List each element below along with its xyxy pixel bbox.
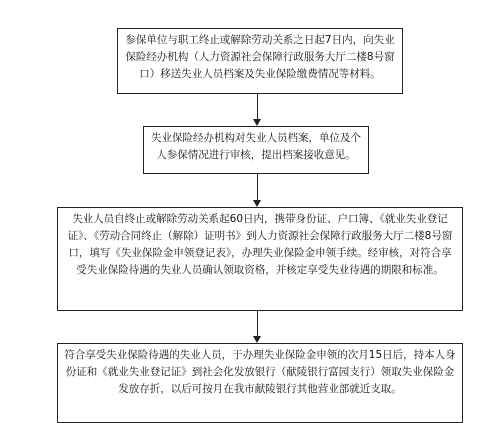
arrow-down-icon (253, 336, 261, 343)
arrow-down-icon (253, 119, 261, 126)
flow-step-1-text: 参保单位与职工终止或解除劳动关系之日起7日内，向失业保险经办机构（人力资源社会保障行政服务大厅二楼8号窗口）移送失业人员档案及失业保险缴费情况等材料。 (125, 34, 395, 80)
flow-step-3 (57, 207, 463, 311)
flow-step-4-text: 符合享受失业保险待遇的失业人员，于办理失业保险金申领的次月15日后，持本人身份证和《就业失业登记证》到社会化发放银行（献陵银行富园支行）领取失业保险金发放存折，以后可按月在我市献陵银行其他营业部就近支取。 (64, 349, 456, 395)
flow-step-2 (143, 126, 369, 174)
flow-step-1 (117, 28, 403, 94)
arrow-shaft (257, 311, 258, 336)
flow-step-4 (57, 343, 463, 423)
flow-step-2-text: 失业保险经办机构对失业人员档案，单位及个人参保情况进行审核，提出档案接收意见。 (151, 132, 361, 161)
arrow-shaft (257, 174, 258, 200)
flow-step-3-text: 失业人员自终止或解除劳动关系起60日内，携带身份证、户口簿、《就业失业登记证》、《劳动合同终止（解除）证明书》到人力资源社会保障行政服务大厅二楼8号窗口，填写《失业保险金申领登记表》，办理失业保险金申领手续。经审核，对符合享受失业保险待遇的失业人员确认领取资格，并核定享受失业待遇的期限和标准。 (67, 213, 453, 276)
arrow-shaft (257, 94, 258, 119)
arrow-down-icon (253, 200, 261, 207)
